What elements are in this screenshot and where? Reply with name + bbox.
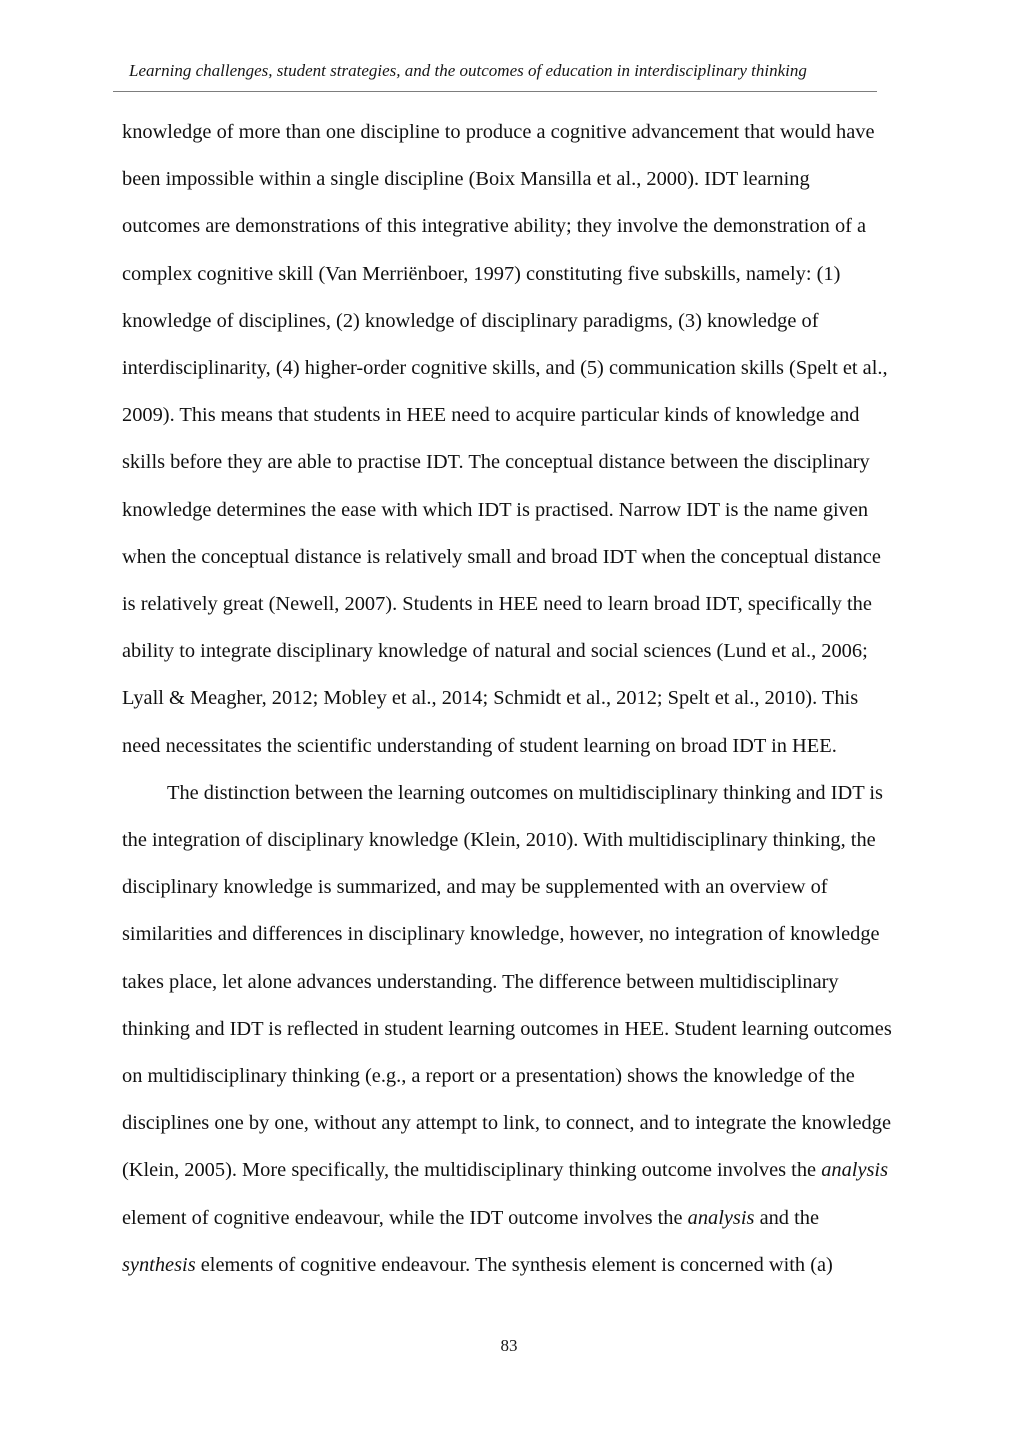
text-segment: interdisciplinarity, (4) higher-order cognitive skills, and (5) communication skills (Spelt et al., [122,357,888,380]
text-segment: need necessitates the scientific understanding of student learning on broad IDT in HEE. [122,734,837,757]
text-segment: The distinction between the learning outcomes on multidisciplinary thinking and IDT is [167,781,883,804]
header-rule [113,91,877,92]
text-segment: (Klein, 2005). More specifically, the multidisciplinary thinking outcome involves the [122,1159,822,1182]
italic-text-segment: analysis [687,1206,755,1229]
text-line [122,109,912,156]
text-segment: and the [754,1206,820,1229]
italic-text-segment: synthesis [122,1253,196,1276]
italic-text-segment: analysis [821,1159,889,1182]
text-line [122,298,912,345]
text-segment: on multidisciplinary thinking (e.g., a report or a presentation) shows the knowledge of the [122,1065,855,1088]
text-segment: takes place, let alone advances understanding. The difference between multidisciplinary [122,970,839,993]
text-segment: elements of cognitive endeavour. The synthesis element is concerned with (a) [195,1253,833,1276]
text-line [122,203,912,250]
text-segment: skills before they are able to practise IDT. The conceptual distance between the disciplinary [122,451,870,474]
text-segment: ability to integrate disciplinary knowledge of natural and social sciences (Lund et al., 2006; [122,640,868,663]
text-line [122,345,912,392]
text-line [122,959,912,1006]
text-line [122,675,912,722]
text-line [122,439,912,486]
text-line [122,864,912,911]
text-line [122,1006,912,1053]
text-line [122,534,912,581]
text-line [122,1053,912,1100]
text-segment: outcomes are demonstrations of this integrative ability; they involve the demonstration of a [122,215,867,238]
text-segment: is relatively great (Newell, 2007). Students in HEE need to learn broad IDT, specifically the [122,593,872,616]
text-segment: knowledge determines the ease with which IDT is practised. Narrow IDT is the name given [122,498,869,521]
text-segment: the integration of disciplinary knowledge (Klein, 2010). With multidisciplinary thinking, the [122,829,876,852]
text-line [122,1147,912,1194]
text-segment: knowledge of more than one discipline to produce a cognitive advancement that would have [122,121,875,143]
text-line [122,251,912,298]
text-segment: knowledge of disciplines, (2) knowledge of disciplinary paradigms, (3) knowledge of [122,309,819,332]
text-segment: similarities and differences in disciplinary knowledge, however, no integration of knowledge [122,923,880,946]
document-body [122,109,912,1289]
text-segment: complex cognitive skill (Van Merriënboer, 1997) constituting five subskills, namely: (1) [122,262,841,285]
text-line [122,911,912,958]
text-line [122,723,912,770]
text-segment: 2009). This means that students in HEE need to acquire particular kinds of knowledge and [122,404,860,427]
text-segment: been impossible within a single discipline (Boix Mansilla et al., 2000). IDT learning [122,168,810,191]
text-segment: Lyall & Meagher, 2012; Mobley et al., 2014; Schmidt et al., 2012; Spelt et al., 2010). This [122,687,859,710]
text-line [122,392,912,439]
text-line [122,770,912,817]
text-line [122,156,912,203]
text-segment: disciplines one by one, without any attempt to link, to connect, and to integrate the knowledge [122,1112,891,1135]
text-segment: thinking and IDT is reflected in student learning outcomes in HEE. Student learning outcomes [122,1017,892,1040]
text-segment: element of cognitive endeavour, while the IDT outcome involves the [122,1206,688,1229]
text-line [122,487,912,534]
running-header: Learning challenges, student strategies, and the outcomes of education in interdisciplinary thinking [129,61,807,80]
page-number: 83 [500,1336,518,1355]
text-line [122,628,912,675]
text-segment: disciplinary knowledge is summarized, and may be supplemented with an overview of [122,876,828,899]
text-line [122,817,912,864]
text-segment: when the conceptual distance is relatively small and broad IDT when the conceptual distance [122,545,881,568]
text-line [122,1242,912,1289]
text-line [122,1195,912,1242]
text-line [122,581,912,628]
text-line [122,1100,912,1147]
